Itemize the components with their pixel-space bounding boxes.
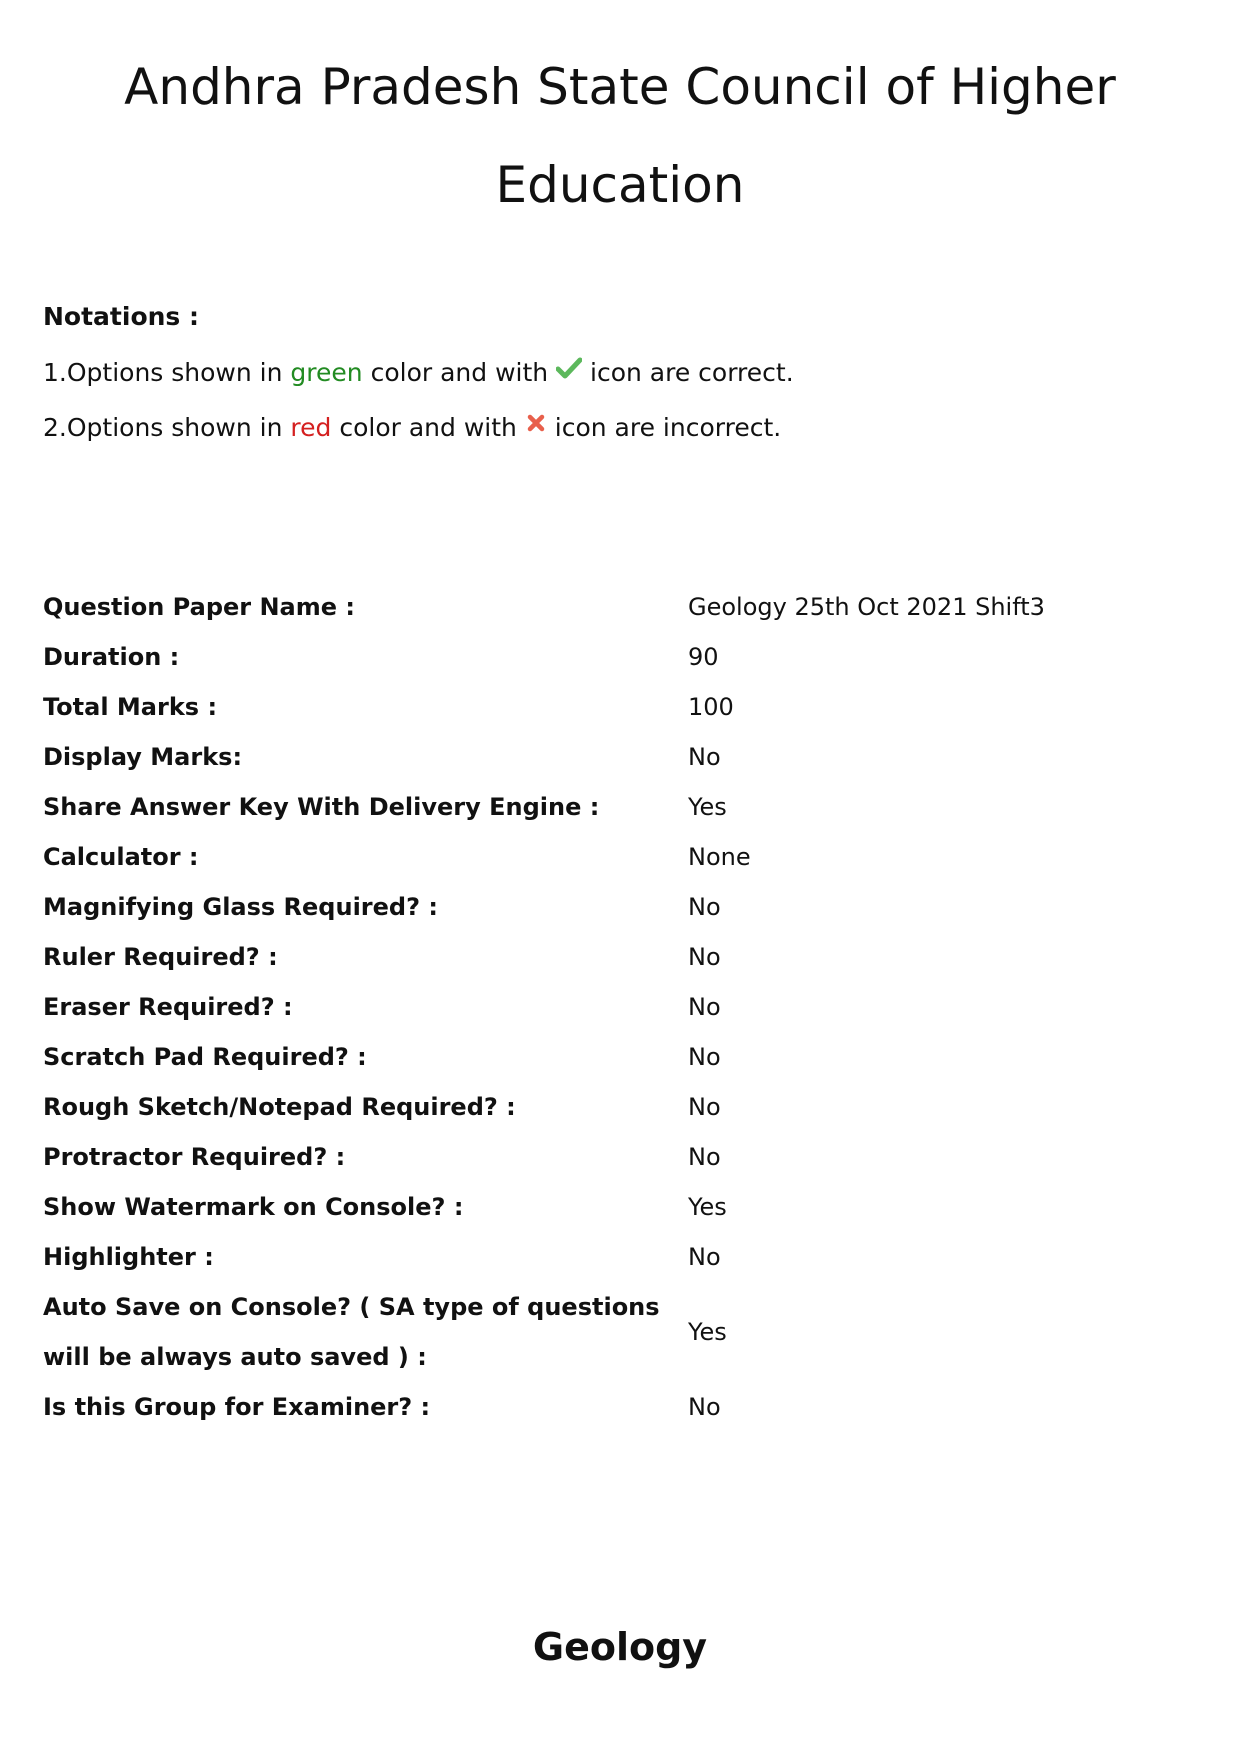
info-value: No	[688, 893, 721, 921]
info-label: Question Paper Name :	[43, 593, 355, 621]
info-label: Scratch Pad Required? :	[43, 1043, 367, 1071]
info-value: Geology 25th Oct 2021 Shift3	[688, 593, 1045, 621]
section-title: Geology	[532, 1625, 708, 1669]
notation-correct-prefix: 1.Options shown in	[43, 358, 283, 387]
info-row	[43, 1132, 1193, 1182]
info-value: None	[688, 843, 751, 871]
info-row	[43, 682, 1193, 732]
notation-incorrect-middle: color and with	[339, 413, 517, 442]
info-row	[43, 1182, 1193, 1232]
info-value: 90	[688, 643, 719, 671]
info-row	[43, 882, 1193, 932]
info-row	[43, 1382, 1193, 1432]
info-row	[43, 1082, 1193, 1132]
info-label: Share Answer Key With Delivery Engine :	[43, 793, 600, 821]
notation-correct-middle: color and with	[370, 358, 549, 387]
info-label: Is this Group for Examiner? :	[43, 1393, 431, 1421]
info-row	[43, 932, 1193, 982]
info-label: Ruler Required? :	[43, 943, 278, 971]
notation-incorrect-color-word: red	[290, 413, 332, 442]
info-value: Yes	[688, 1193, 727, 1221]
info-row	[43, 982, 1193, 1032]
info-row	[43, 582, 1193, 632]
info-label: Magnifying Glass Required? :	[43, 893, 438, 921]
info-label: Eraser Required? :	[43, 993, 293, 1021]
notations-heading: Notations :	[43, 302, 199, 331]
paper-info-table	[43, 582, 1193, 1432]
page-title: Andhra Pradesh State Council of Higher Education	[124, 58, 1116, 214]
info-value: No	[688, 1393, 721, 1421]
info-value: No	[688, 1243, 721, 1271]
info-value: No	[688, 943, 721, 971]
info-value: No	[688, 993, 721, 1021]
info-value: No	[688, 1093, 721, 1121]
cross-icon	[525, 411, 547, 440]
info-row	[43, 1032, 1193, 1082]
notation-correct-suffix: icon are correct.	[590, 358, 794, 387]
info-label: Total Marks :	[43, 693, 218, 721]
info-row	[43, 732, 1193, 782]
info-label: Duration :	[43, 643, 180, 671]
notation-correct	[43, 358, 794, 389]
info-value: Yes	[688, 1318, 727, 1346]
info-value: Yes	[688, 793, 727, 821]
info-label: Protractor Required? :	[43, 1143, 346, 1171]
info-label: Show Watermark on Console? :	[43, 1193, 464, 1221]
info-value: No	[688, 1143, 721, 1171]
info-row	[43, 832, 1193, 882]
info-label: Calculator :	[43, 843, 199, 871]
notation-correct-color-word: green	[290, 358, 363, 387]
info-value: No	[688, 743, 721, 771]
info-label: Rough Sketch/Notepad Required? :	[43, 1093, 516, 1121]
info-label: Auto Save on Console? ( SA type of questions will be always auto saved ) :	[43, 1293, 660, 1371]
check-icon	[556, 356, 582, 385]
notation-incorrect	[43, 413, 781, 444]
info-label: Display Marks:	[43, 743, 243, 771]
info-value: No	[688, 1043, 721, 1071]
notation-incorrect-prefix: 2.Options shown in	[43, 413, 283, 442]
info-label: Highlighter :	[43, 1243, 214, 1271]
info-row	[43, 632, 1193, 682]
info-row	[43, 782, 1193, 832]
info-row	[43, 1232, 1193, 1282]
info-row	[43, 1282, 1193, 1382]
notation-incorrect-suffix: icon are incorrect.	[554, 413, 782, 442]
info-value: 100	[688, 693, 734, 721]
